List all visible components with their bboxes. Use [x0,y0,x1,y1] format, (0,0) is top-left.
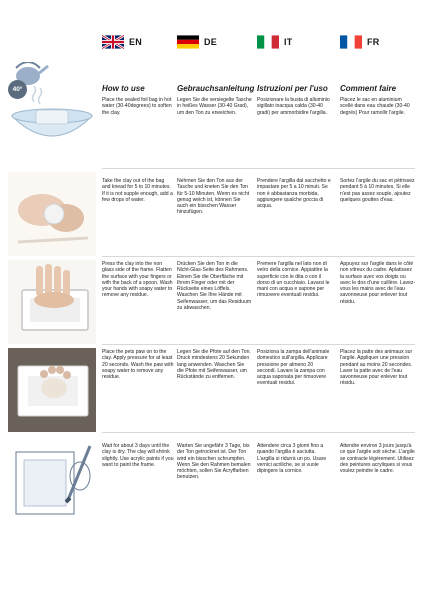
step-1-en [102,84,174,116]
kettle-and-bowl-illustration [8,62,96,166]
step-4-de: Legen Sie die Pfote auf den Ton. Druck mindestens 20 Sekunden lang anwenden. Waschen Sie die Pfote mit Seifenwasser, um Rückstände zu entfernen. [177,349,251,381]
lang-en [102,30,142,54]
step-2-de: Nehmen Sie den Ton aus der Tasche und kneten Sie den Ton für 5-10 Minuten. Wenn es nicht genug weich ist, können Sie auch ein bisschen Wasser hinzufügen. [177,178,250,216]
step-5-fr: Attendre environ 3 jours jusqu'à ce que l'argile soit sèche. L'argile se contracte légèrement. Utilisez des peintures acryliques si vous voulez peindre le cadre. [340,443,415,475]
step-4-row [0,346,423,434]
uk-flag-icon [102,35,124,49]
title-de: Gebrauchsanleitung [177,84,255,93]
step-5-it: Attendere circa 3 giorni fino a quando l'argilla è asciutta. L'argilla si ridurrà un po. Usare vernici acriliche, se si vuole dipingere la cornice. [257,443,327,475]
step-4-fr: Placez la patte des animaux sur l'argile. Appliquer une pression pendant au moins 20 secondes. Laver la patte avec de l'eau savonneuse pour enlever tout résidu. [340,349,413,387]
title-it: Istruzioni per l'uso [257,84,328,93]
step-4-it: Posiziona la zampa dell'animale domestico sull'argilla. Applicare pressione per almeno 20 secondi. Lavare la zampa con acqua saponata per rimuovere eventuali residui. [257,349,330,387]
kneading-hands-illustration [8,172,96,256]
row-divider [102,432,415,433]
step-3-row [0,258,423,346]
lang-code-en: EN [129,37,142,47]
step-4-photo [8,348,96,432]
pressing-clay-illustration [8,260,96,344]
step-5-photo [8,436,96,524]
step-3-photo [8,260,96,344]
row-divider [102,168,415,169]
step-4-en: Place the pets paw on to the clay. Apply pressure for at least 20 seconds. Wash the paw with soapy water to remove any residue. [102,349,174,381]
step-1-en-text: Place the sealed foil bag in hot water (30-40degrees) to soften the clay. [102,97,172,116]
step-5-de: Warten Sie ungefähr 3 Tage, bis der Ton getrocknet ist. Der Ton wird ein bisschen schrumpfen. Wenn Sie den Rahmen bemalen möchten, sollen Sie Acryffarben benutzen. [177,443,251,481]
lang-de [177,30,217,54]
lang-it [257,30,292,54]
step-2-en: Take the clay out of the bag and knead for 5 to 10 minutes. If it is not supple enough, add a few drops of water. [102,178,173,203]
title-fr: Comment faire [340,84,397,93]
frame-icon [16,452,74,514]
row-divider [102,344,415,345]
clay-ball-icon [44,204,64,224]
step-2-it: Prendere l'argilla dal sacchetto e impastare per 5 a 10 minuti. Se non è abbastanza morbida, aggiungere qualche goccia di acqua. [257,178,331,210]
painting-illustration [8,436,96,524]
temperature-badge: 40° [8,80,27,99]
row-divider [102,256,415,257]
step-5-row [0,434,423,528]
lang-code-fr: FR [367,37,380,47]
step-1-photo [8,62,96,166]
step-1-fr [340,84,416,116]
language-header [0,30,423,54]
step-1-fr-text: Placez le sac en aluminium scellé dans eau chaude (30-40 degrés) Pour ramollir l'argile. [340,97,410,116]
step-1-de-text: Legen Sie die versiegelte Tasche in heißes Wasser (30-40 Grad), um den Ton zu erweichen. [177,97,252,116]
paw-print-illustration [8,348,96,432]
hand-icon [34,264,74,308]
step-3-de: Drücken Sie den Ton in die Nicht-Glas-Seite des Rahmens. Ebnen Sie die Oberfläche mit Ihrem Finger oder mit der Rückseite eines Löffels. Waschen Sie Ihre Hände mit Seifenwasser, um das Residuum zu abwaschen. [177,261,252,312]
step-5-en: Wait for about 3 days until the clay is dry. The clay will shrink slightly. Use acrylic paints if you want to paint the frame. [102,443,174,468]
step-2-fr: Sortez l'argile du sac et pétrissez pendant 5 à 10 minutes. Si elle n'est pas assez souple, ajoutez quelques gouttes d'eau. [340,178,415,203]
step-1-row [0,62,423,170]
germany-flag-icon [177,35,199,49]
lang-code-de: DE [204,37,217,47]
italy-flag-icon [257,35,279,49]
france-flag-icon [340,35,362,49]
step-3-fr: Appuyez sur l'argile dans le côté non vitreux du cadre. Aplatissez la surface avec vos doigts ou avec le dos d'une cuillère. Lavez-vous les mains avec de l'eau savonneuse pour enlever tout résidu. [340,261,416,305]
step-2-row [0,170,423,258]
step-2-photo [8,172,96,256]
title-en: How to use [102,84,145,93]
step-1-it [257,84,332,116]
step-3-it: Premere l'argilla nel lato non di vetro della cornice. Appiattire la superficie con le dita o con il dorso di un cucchiaio. Lavarsi le mani con acqua e sapone per rimuovere eventuali residui. [257,261,330,299]
step-1-it-text: Posizionare la busta di alluminio sigillato inacqua calda (30-40 gradi) per ammorbidire l'argilla. [257,97,330,116]
lang-fr [340,30,379,54]
step-1-de [177,84,255,116]
step-3-en: Press the clay into the non glass side of the frame. Flatten the surface with your fingers or with the back of a spoon. Wash your hands with soapy water to remove any residue. [102,261,173,299]
lang-code-it: IT [284,37,293,47]
